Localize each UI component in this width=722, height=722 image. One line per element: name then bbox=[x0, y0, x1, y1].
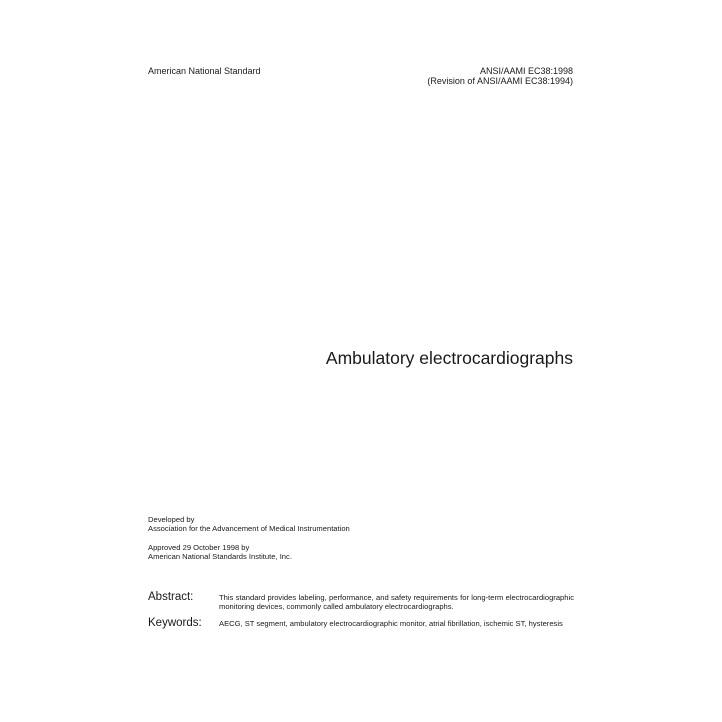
abstract-text: This standard provides labeling, performance, and safety requirements for long-term electrocardiographic monitoring devices, commonly called ambulatory electrocardiographs. bbox=[219, 593, 574, 611]
approval-date: Approved 29 October 1998 by bbox=[148, 543, 250, 552]
keywords-row bbox=[148, 616, 574, 630]
abstract-row bbox=[148, 590, 574, 611]
developed-by-label: Developed by bbox=[148, 515, 195, 524]
abstract-label: Abstract: bbox=[148, 591, 194, 603]
header-designation-block bbox=[427, 66, 573, 86]
developer-organization: Association for the Advancement of Medical Instrumentation bbox=[148, 524, 350, 533]
header-designation: ANSI/AAMI EC38:1998 bbox=[479, 66, 573, 76]
header-standard-type: American National Standard bbox=[148, 66, 261, 76]
developed-by-block bbox=[148, 515, 350, 533]
keywords-label: Keywords: bbox=[148, 617, 202, 629]
keywords-text: AECG, ST segment, ambulatory electrocardiographic monitor, atrial fibrillation, ischemic ST, hysteresis bbox=[219, 619, 563, 628]
approval-block bbox=[148, 543, 292, 561]
approving-organization: American National Standards Institute, Inc. bbox=[148, 552, 292, 561]
document-title: Ambulatory electrocardiographs bbox=[325, 348, 573, 368]
header-revision: (Revision of ANSI/AAMI EC38:1994) bbox=[427, 76, 573, 86]
